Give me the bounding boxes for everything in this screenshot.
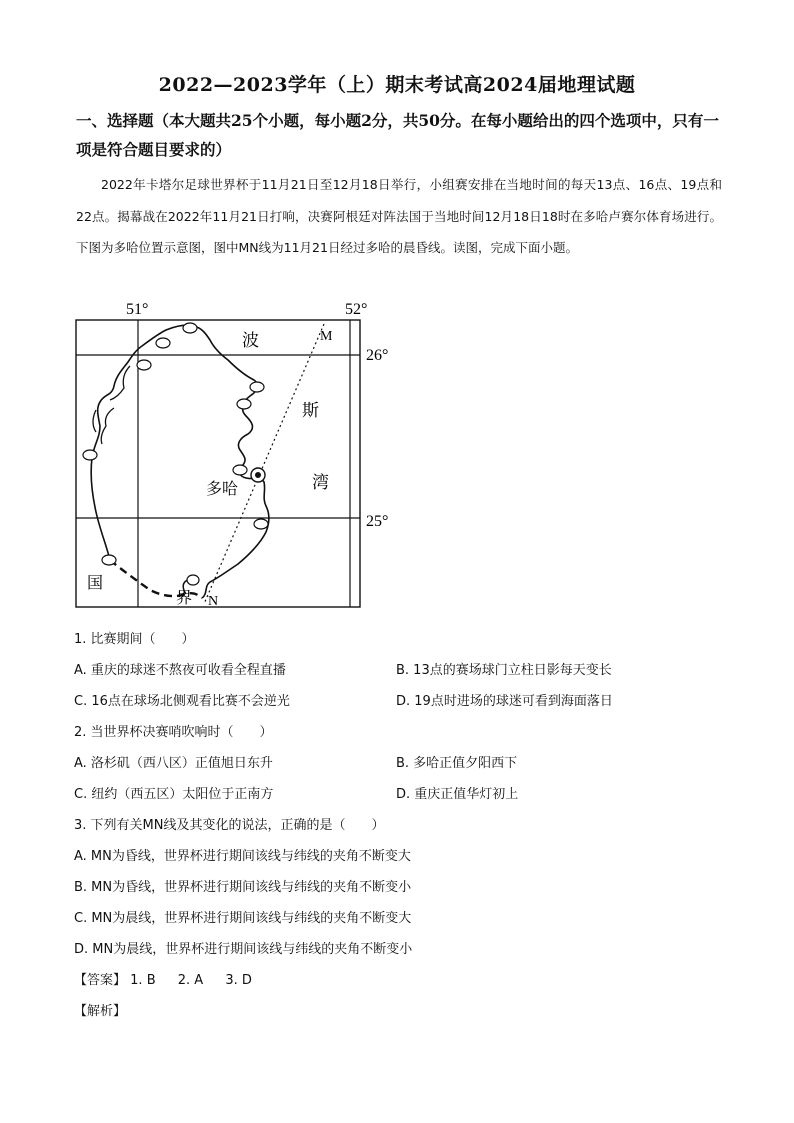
question-1-options-row-1 [74,655,734,686]
option-2d: D. 重庆正值华灯初上 [396,787,519,802]
option-2b: B. 多哈正值夕阳西下 [396,756,518,771]
option-3d: D. MN为晨线，世界杯进行期间该线与纬线的夹角不断变小 [74,942,413,957]
answer-2: 2. A [177,973,204,988]
town-circle [183,323,197,333]
label-doha: 多哈 [206,479,239,498]
question-2-stem: 2. 当世界杯决赛哨吹响时（ ） [74,725,273,740]
town-circle [237,399,251,409]
doha-capital-dot [255,472,261,478]
mn-terminator-line [204,324,324,604]
coast-inlet-1 [110,366,130,400]
town-circle [233,465,247,475]
question-1-options-row-2 [74,686,734,717]
passage-text: 2022年卡塔尔足球世界杯于11月21日至12月18日举行，小组赛安排在当地时间的每天13点、16点、19点和22点。揭幕战在2022年11月21日打响，决赛阿根廷对阵法国于当地时间12月18日18时在多哈卢赛尔体育场进行。下图为多哈位置示意图，图中MN线为11月21日经过多哈的晨昏线。读图，完成下面小题。 [76,177,722,255]
option-3b: B. MN为昏线，世界杯进行期间该线与纬线的夹角不断变小 [74,880,412,895]
label-si: 斯 [302,401,319,421]
page-title: 2022—2023学年（上）期末考试高2024届地理试题 [158,74,636,96]
town-circle [83,450,97,460]
answer-3: 3. D [225,973,252,988]
town-circle [102,555,116,565]
answer-line [74,965,734,996]
analysis-label: 【解析】 [74,1004,127,1019]
label-bo: 波 [242,331,259,351]
option-1d: D. 19点时进场的球迷可看到海面落日 [396,694,613,709]
lat-25-label: 25° [366,513,389,530]
question-1-stem: 1. 比赛期间（ ） [74,632,195,647]
coast-inlet-3 [93,410,96,432]
label-jie: 界 [176,588,193,607]
question-2-options-row-2 [74,779,734,810]
option-2a: A. 洛杉矶（西八区）正值旭日东升 [74,756,273,771]
answer-label: 【答案】 [74,973,127,988]
question-2-options-row-1 [74,748,734,779]
map-frame [76,320,360,607]
lon-51-label: 51° [126,301,149,318]
town-circle [250,382,264,392]
lon-52-label: 52° [345,301,368,318]
label-n: N [208,594,219,609]
town-circle [156,338,170,348]
town-circle [187,575,199,585]
town-circle [137,360,151,370]
option-1c: C. 16点在球场北侧观看比赛不会逆光 [74,694,290,709]
option-3c: C. MN为晨线，世界杯进行期间该线与纬线的夹角不断变大 [74,911,412,926]
option-1b: B. 13点的赛场球门立柱日影每天变长 [396,663,612,678]
option-1a: A. 重庆的球迷不熬夜可收看全程直播 [74,663,286,678]
lat-26-label: 26° [366,347,389,364]
label-m: M [320,329,333,344]
option-3a: A. MN为昏线，世界杯进行期间该线与纬线的夹角不断变大 [74,849,411,864]
coastline [91,325,269,598]
section-heading: 一、选择题（本大题共25个小题，每小题2分，共50分。在每小题给出的四个选项中，只有一项是符合题目要求的） [76,111,719,159]
town-circle [254,519,268,529]
label-wan: 湾 [312,473,329,493]
coast-inlet-2 [101,408,114,444]
questions [74,624,734,1027]
label-guo: 国 [87,573,104,592]
question-3-stem: 3. 下列有关MN线及其变化的说法，正确的是（ ） [74,818,385,833]
option-2c: C. 纽约（西五区）太阳位于正南方 [74,787,274,802]
doha-location-map [70,298,410,612]
answer-1: 1. B [130,973,156,988]
